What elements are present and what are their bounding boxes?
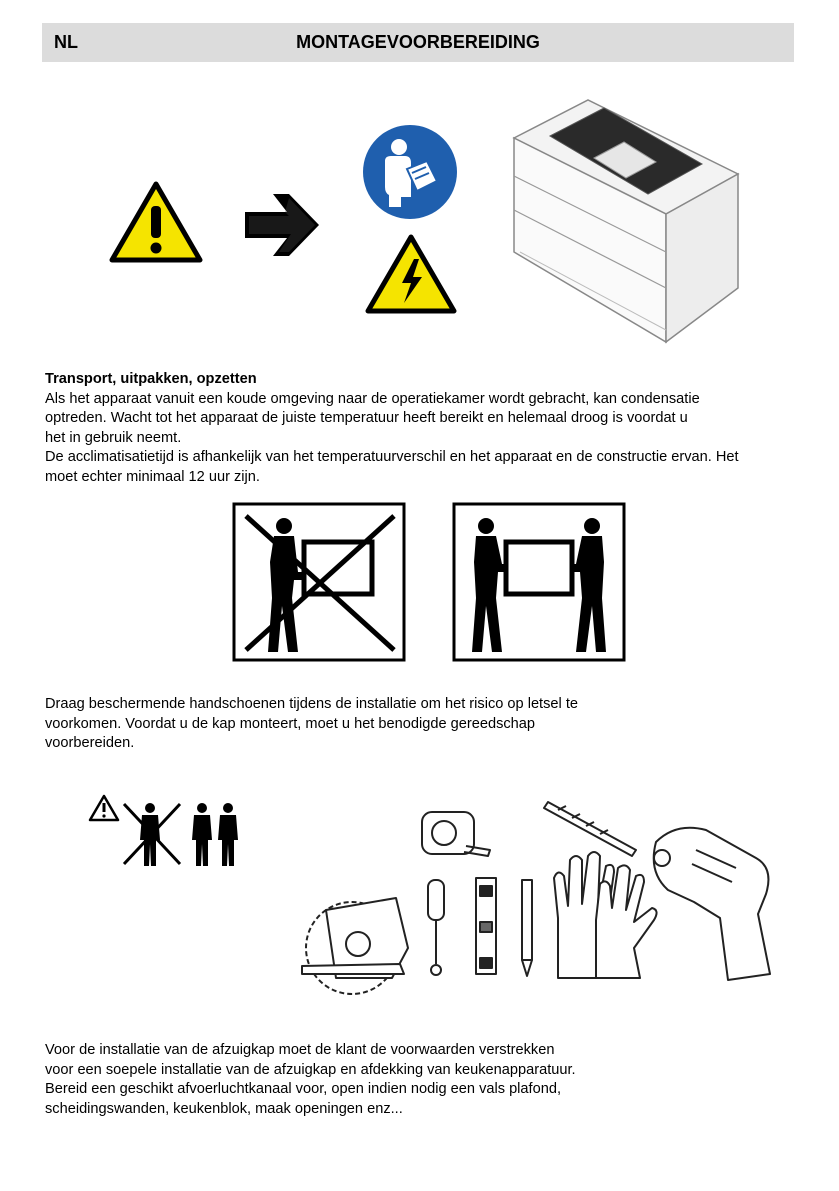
- read-manual-icon: [361, 123, 459, 221]
- page-header: [42, 23, 794, 62]
- paragraph-line: voorbereiden.: [45, 735, 135, 752]
- spirit-level-icon: [476, 878, 496, 974]
- paragraph-line: Als het apparaat vanuit een koude omgeving naar de operatiekamer wordt gebracht, kan condensatie: [45, 390, 700, 407]
- transport-section: [45, 370, 739, 488]
- paragraph-line: voorkomen. Voordat u de kap monteert, moet u het benodigde gereedschap: [45, 715, 536, 732]
- preparation-section: [45, 1041, 576, 1119]
- warning-triangle-icon: [108, 180, 204, 264]
- circular-saw-icon: [302, 898, 408, 994]
- language-code: NL: [54, 32, 78, 52]
- section-heading: Transport, uitpakken, opzetten: [45, 371, 257, 387]
- tools-illustration: [296, 798, 782, 1006]
- paragraph-line: Voor de installatie van de afzuigkap moet de klant de voorwaarden verstrekken: [45, 1042, 555, 1058]
- tape-measure-icon: [422, 812, 490, 856]
- paragraph-line: optreden. Wacht tot het apparaat de juiste temperatuur heeft bereikt en helemaal droog is voordat u: [45, 410, 688, 427]
- gloves-icon: [554, 852, 657, 978]
- paragraph-line: scheidingswanden, keukenblok, maak openingen enz...: [45, 1100, 403, 1117]
- paragraph-line: het in gebruik neemt.: [45, 429, 182, 446]
- paragraph-line: Draag beschermende handschoenen tijdens de installatie om het risico op letsel te: [45, 696, 578, 712]
- single-person-carry-prohibited-icon: [232, 502, 406, 662]
- drill-bit-icon: [544, 802, 636, 856]
- gloves-section: [45, 695, 578, 754]
- pencil-icon: [522, 880, 532, 976]
- cooktop-cabinet-illustration: [506, 92, 744, 344]
- paragraph-line: Bereid een geschikt afvoerluchtkanaal voor, open indien nodig een vals plafond,: [45, 1081, 562, 1098]
- paragraph-line: voor een soepele installatie van de afzuigkap en afdekking van keukenapparatuur.: [45, 1061, 576, 1078]
- page-title: MONTAGEVOORBEREIDING: [296, 32, 540, 52]
- two-person-installation-icon: [88, 792, 248, 868]
- arrow-right-icon: [243, 190, 323, 260]
- two-person-carry-icon: [452, 502, 626, 662]
- electrical-hazard-icon: [364, 233, 458, 315]
- paragraph-line: moet echter minimaal 12 uur zijn.: [45, 468, 260, 485]
- power-drill-icon: [654, 828, 770, 980]
- paragraph-line: De acclimatisatietijd is afhankelijk van het temperatuurverschil en het apparaat en de constructie ervan. Het: [45, 449, 739, 466]
- screwdriver-icon: [428, 880, 444, 975]
